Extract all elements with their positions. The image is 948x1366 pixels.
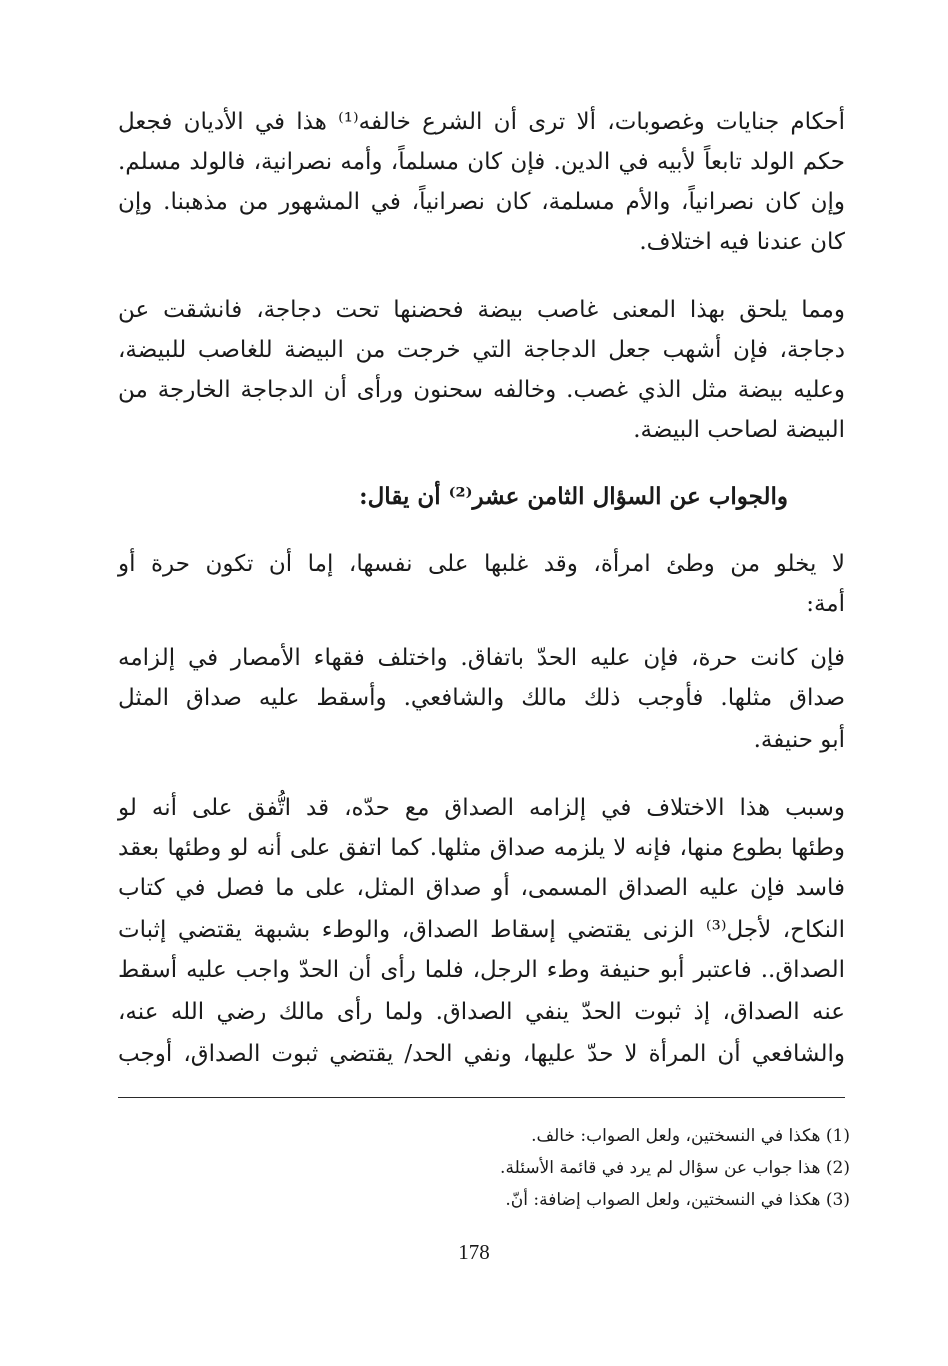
body-line: لا يخلو من وطئ امرأة، وقد غلبها على نفسها، إما أن تكون حرة أو — [118, 551, 845, 577]
body-line: وسبب هذا الاختلاف في إلزامه الصداق مع حدّه، قد اتُّفق على أنه لو — [118, 795, 845, 821]
page-number: 178 — [458, 1240, 490, 1264]
body-line: عنه الصداق، إذ ثبوت الحدّ ينفي الصداق. ولما رأى مالك رضي الله عنه، — [118, 999, 845, 1025]
body-line: فإن كانت حرة، فإن عليه الحدّ باتفاق. واختلف فقهاء الأمصار في إلزامه — [118, 645, 845, 671]
body-line: فاسد فإن عليه الصداق المسمى، أو صداق المثل، على ما فصل في كتاب — [118, 875, 845, 901]
body-line: البيضة لصاحب البيضة. — [633, 417, 845, 443]
body-line: صداق مثلها. فأوجب ذلك مالك والشافعي. وأسقط عليه صداق المثل — [118, 685, 845, 711]
footnote: (3) هكذا في النسختين، ولعل الصواب إضافة: أنّ. — [505, 1190, 850, 1210]
body-line: دجاجة، فإن أشهب جعل الدجاجة التي خرجت من البيضة للغاصب للبيضة، — [118, 337, 845, 363]
body-line: أبو حنيفة. — [753, 727, 845, 753]
body-line: ومما يلحق بهذا المعنى غاصب بيضة فحضنها تحت دجاجة، فانشقت عن — [118, 297, 845, 323]
body-line: وعليه بيضة مثل الذي غصب. وخالفه سحنون ورأى أن الدجاجة الخارجة من — [118, 377, 845, 403]
body-line: الصداق.. فاعتبر أبو حنيفة وطء الرجل، فلما رأى أن الحدّ واجب عليه أسقط — [118, 957, 845, 983]
body-line: حكم الولد تابعاً لأبيه في الدين. فإن كان مسلماً، وأمه نصرانية، فالولد مسلم. — [118, 149, 845, 175]
section-heading: والجواب عن السؤال الثامن عشر⁽²⁾ أن يقال: — [359, 483, 788, 510]
footnote: (1) هكذا في النسختين، ولعل الصواب: خالف. — [531, 1126, 850, 1146]
body-line: أحكام جنايات وغصوبات، ألا ترى أن الشرع خالفه⁽¹⁾ هذا في الأديان فجعل — [118, 109, 845, 135]
body-line: كان عندنا فيه اختلاف. — [639, 229, 845, 255]
body-line: وطئها بطوع منها، فإنه لا يلزمه صداق مثلها. كما اتفق على أنه لو وطئها بعقد — [118, 835, 845, 861]
body-line: النكاح، لأجل⁽³⁾ الزنى يقتضي إسقاط الصداق، والوطء بشبهة يقتضي إثبات — [118, 917, 846, 943]
body-line: والشافعي أن المرأة لا حدّ عليها، ونفي الحد/ يقتضي ثبوت الصداق، أوجب — [118, 1041, 845, 1067]
footnote-divider — [118, 1097, 845, 1098]
footnote: (2) هذا جواب عن سؤال لم يرد في قائمة الأسئلة. — [500, 1158, 850, 1178]
body-line: وإن كان نصرانياً، والأم مسلمة، كان نصرانياً، في المشهور من مذهبنا. وإن — [118, 189, 845, 215]
body-line: أمة: — [806, 591, 845, 617]
